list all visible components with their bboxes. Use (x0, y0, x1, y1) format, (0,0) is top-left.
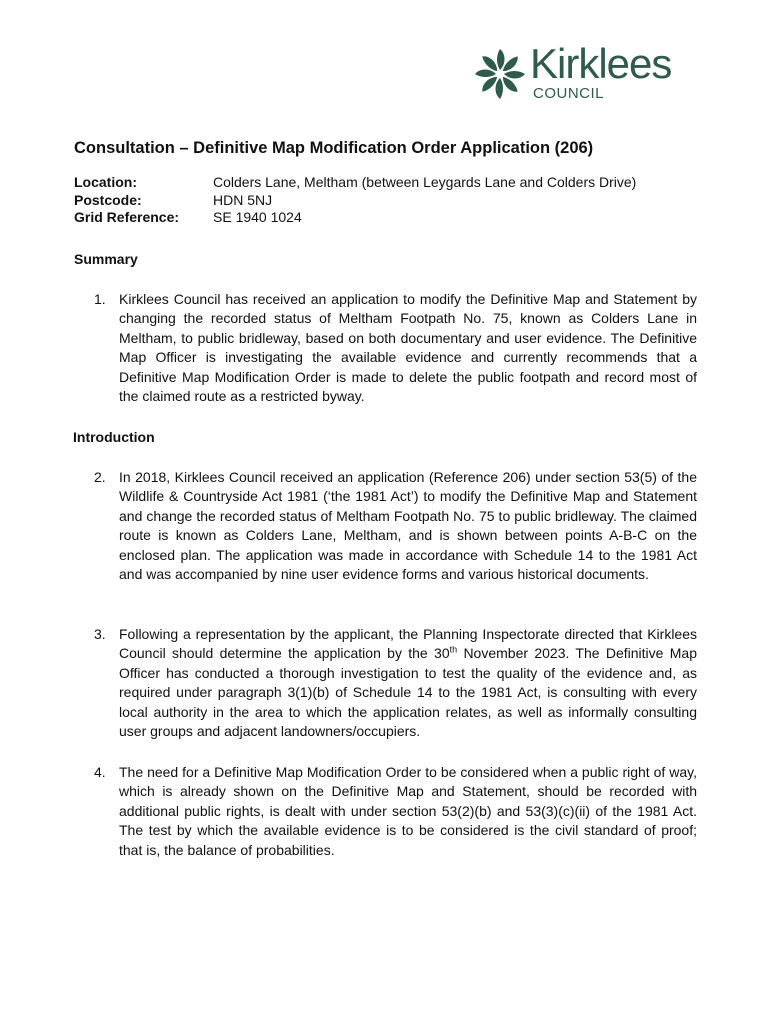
paragraph-text-part-a: Following a representation by the applicant, the Planning Inspectorate directed that Kirklees Council should determine the application by the 30 (119, 626, 697, 662)
paragraph-2 (94, 468, 697, 584)
introduction-heading: Introduction (73, 429, 155, 445)
location-row (74, 174, 636, 192)
logo-wordmark: Kirklees (530, 40, 672, 87)
paragraph-number: 4. (94, 764, 106, 780)
grid-reference-label: Grid Reference: (74, 209, 180, 225)
paragraph-text: In 2018, Kirklees Council received an application (Reference 206) under section 53(5) of the Wildlife & Countryside Act 1981 (‘the 1981 Act’) to modify the Definitive Map and Statement and change the recorded status of Meltham Footpath No. 75 to public bridleway. The claimed route is known as Colders Lane, Meltham, and is shown between points A-B-C on the enclosed plan. The application was made in accordance with Schedule 14 to the 1981 Act and was accompanied by nine user evidence forms and various historical documents. (119, 469, 697, 583)
paragraph-1 (94, 290, 697, 406)
grid-reference-row (74, 209, 636, 227)
paragraph-text (119, 625, 697, 741)
location-details (74, 174, 636, 227)
paragraph-4 (94, 763, 697, 860)
location-label: Location: (74, 174, 137, 190)
document-title: Consultation – Definitive Map Modification Order Application (206) (74, 139, 594, 157)
summary-heading: Summary (74, 251, 138, 267)
paragraph-number: 1. (94, 291, 106, 307)
paragraph-text: Kirklees Council has received an application to modify the Definitive Map and Statement by changing the recorded status of Meltham Footpath No. 75, known as Colders Lane in Meltham, to public bridleway, based on both documentary and user evidence. The Definitive Map Officer is investigating the available evidence and currently recommends that a Definitive Map Modification Order is made to delete the public footpath and record most of the claimed route as a restricted byway. (119, 291, 697, 405)
paragraph-text: The need for a Definitive Map Modification Order to be considered when a public right of way, which is already shown on the Definitive Map and Statement, should be recorded with additional public rights, is dealt with under section 53(2)(b) and 53(3)(c)(ii) of the 1981 Act. The test by which the available evidence is to be considered is the civil standard of proof; that is, the balance of probabilities. (119, 764, 697, 858)
postcode-value: HDN 5NJ (213, 191, 273, 208)
paragraph-text-part-b: November 2023. The Definitive Map Officer has conducted a thorough investigation to test the quality of the evidence and, as required under paragraph 3(1)(b) of Schedule 14 to the 1981 Act, is consulting with every local authority in the area to which the application relates, as well as informally consulting user groups and adjacent landowners/occupiers. (119, 645, 697, 740)
paragraph-number: 3. (94, 626, 106, 642)
paragraph-number: 2. (94, 469, 106, 485)
location-value: Colders Lane, Meltham (between Leygards Lane and Colders Drive) (213, 174, 637, 190)
ordinal-suffix: th (449, 644, 458, 655)
postcode-label: Postcode: (74, 191, 142, 208)
kirklees-leaf-icon (474, 48, 526, 100)
postcode-row (74, 192, 636, 210)
kirklees-council-logo (474, 40, 690, 106)
paragraph-3 (94, 625, 697, 741)
grid-reference-value: SE 1940 1024 (213, 209, 302, 225)
logo-subtitle: COUNCIL (533, 85, 605, 102)
